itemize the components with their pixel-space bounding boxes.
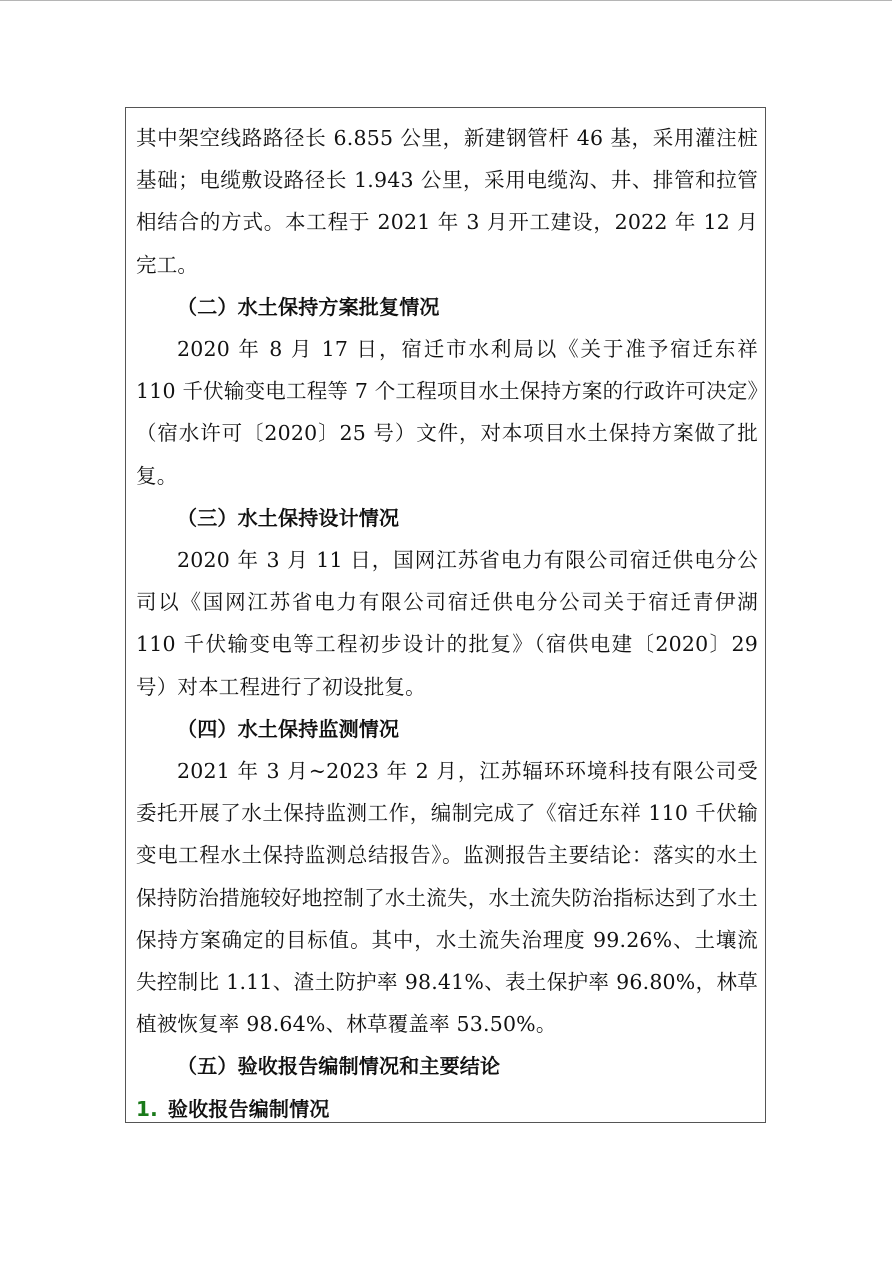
heading-design: （三）水土保持设计情况 xyxy=(177,505,400,530)
document-body xyxy=(136,117,758,1130)
paragraph-project-scale: 其中架空线路路径长 6.855 公里，新建钢管杆 46 基，采用灌注桩基础；电缆敷设路径长 1.943 公里，采用电缆沟、井、排管和拉管相结合的方式。本工程于 2021 年 3 月开工建设，2022 年 12 月完工。 xyxy=(136,126,758,277)
heading-acceptance-report: （五）验收报告编制情况和主要结论 xyxy=(177,1054,501,1079)
heading-plan-approval: （二）水土保持方案批复情况 xyxy=(177,294,440,319)
subheading-report-preparation xyxy=(136,1088,758,1130)
subheading-text: 验收报告编制情况 xyxy=(167,1096,330,1121)
paragraph-plan-approval: 2020 年 8 月 17 日，宿迁市水利局以《关于准予宿迁东祥 110 千伏输变电工程等 7 个工程项目水土保持方案的行政许可决定》（宿水许可〔2020〕25 号）文件，对本项目水土保持方案做了批复。 xyxy=(136,337,758,488)
paragraph-design: 2020 年 3 月 11 日，国网江苏省电力有限公司宿迁供电分公司以《国网江苏省电力有限公司宿迁供电分公司关于宿迁青伊湖 110 千伏输变电等工程初步设计的批复》（宿供电建〔2020〕29 号）对本工程进行了初设批复。 xyxy=(136,548,758,699)
subheading-number: 1. xyxy=(136,1096,158,1121)
page-top-rule xyxy=(0,0,892,1)
paragraph-monitoring: 2021 年 3 月~2023 年 2 月，江苏辐环环境科技有限公司受委托开展了水土保持监测工作，编制完成了《宿迁东祥 110 千伏输变电工程水土保持监测总结报告》。监测报告主要结论：落实的水土保持防治措施较好地控制了水土流失，水土流失防治指标达到了水土保持方案确定的目标值。其中，水土流失治理度 99.26%、土壤流失控制比 1.11、渣土防护率 98.41%、表土保护率 96.80%，林草植被恢复率 98.64%、林草覆盖率 53.50%。 xyxy=(136,759,758,1037)
heading-monitoring: （四）水土保持监测情况 xyxy=(177,716,400,741)
